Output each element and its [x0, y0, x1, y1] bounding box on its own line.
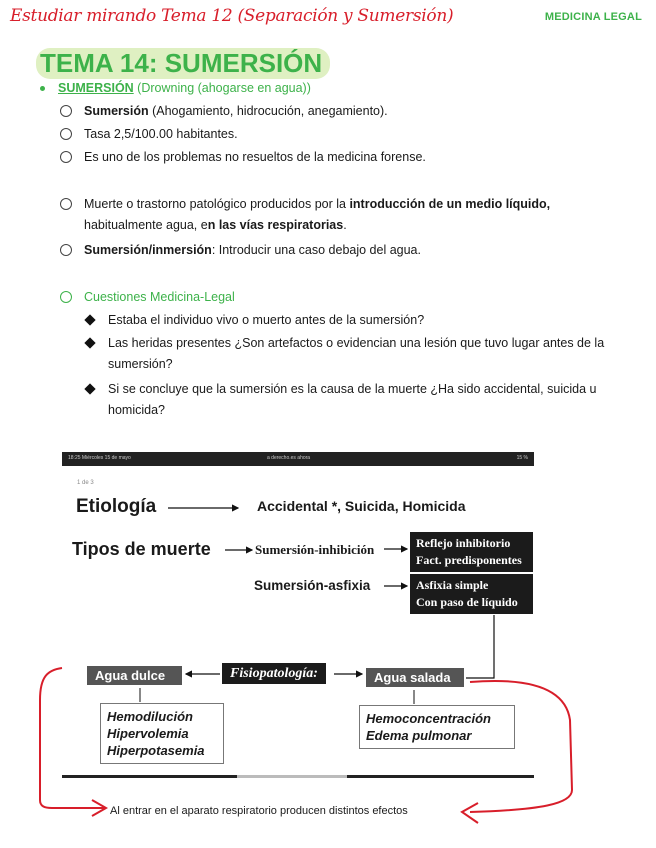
question-text: Si se concluye que la sumersión es la causa de la muerte ¿Ha sido accidental, suicida u homicida? [108, 382, 597, 417]
list-item [60, 147, 620, 168]
etiologia-label: Etiología [76, 496, 157, 517]
effect-line: Hemodilución [107, 709, 193, 724]
handwritten-note: Estudiar mirando Tema 12 (Separación y Sumersión) [10, 6, 454, 26]
circle-bullet-icon [60, 244, 72, 256]
box-line: Con paso de líquido [416, 595, 518, 609]
subject-tag: MEDICINA LEGAL [544, 11, 642, 23]
item-text: Muerte o trastorno patológico producidos por la [84, 197, 350, 211]
question-item [86, 310, 606, 331]
list-item [60, 124, 620, 145]
statusbar-battery: 15 % [516, 455, 528, 461]
box-line: Asfixia simple [416, 578, 489, 592]
question-item [86, 379, 606, 421]
effect-line: Edema pulmonar [366, 728, 472, 743]
list-item [60, 240, 620, 261]
item-text: Es uno de los problemas no resueltos de la medicina forense. [84, 150, 426, 164]
circle-bullet-icon [60, 291, 72, 303]
diamond-bullet-icon [84, 337, 95, 348]
section-term: SUMERSIÓN [58, 81, 134, 95]
embedded-slide [62, 452, 534, 778]
section-gloss: (Drowning (ahogarse en agua)) [133, 81, 311, 95]
section-bullet [40, 78, 311, 99]
diamond-bullet-icon [84, 314, 95, 325]
questions-title: Cuestiones Medicina-Legal [84, 290, 235, 304]
footer-note: Al entrar en el aparato respiratorio producen distintos efectos [110, 805, 408, 817]
question-text: Las heridas presentes ¿Son artefactos o evidencian una lesión que tuvo lugar antes de la sumersión? [108, 336, 605, 371]
item-text: . [343, 218, 347, 232]
fisiopatologia-label: Fisiopatología: [222, 663, 326, 684]
item-text: : Introducir una caso debajo del agua. [211, 243, 421, 257]
effect-line: Hemoconcentración [366, 711, 491, 726]
circle-bullet-icon [60, 128, 72, 140]
item-bold: introducción de un medio líquido, [349, 197, 551, 211]
box-line: Reflejo inhibitorio [416, 536, 511, 550]
agua-dulce-box: Agua dulce [87, 666, 182, 685]
red-arrowhead-left-icon [92, 800, 106, 816]
questions-heading [60, 287, 620, 308]
page-indicator: 1 de 3 [77, 480, 94, 486]
question-text: Estaba el individuo vivo o muerto antes de la sumersión? [108, 313, 425, 327]
list-item [60, 194, 620, 236]
title-highlight: TEMA 14: SUMERSIÓN [36, 48, 330, 79]
sumersion-asfixia: Sumersión-asfixia [254, 578, 371, 593]
statusbar-url: a derecho.es ahora [267, 455, 311, 461]
agua-salada-box: Agua salada [366, 668, 464, 687]
list-item [60, 101, 620, 122]
sumersion-inhibicion: Sumersión-inhibición [255, 542, 375, 557]
item-text: (Ahogamiento, hidrocución, anegamiento). [148, 104, 388, 118]
circle-bullet-icon [60, 105, 72, 117]
item-text: habitualmente agua, e [84, 218, 208, 232]
connector-asfixia [466, 615, 494, 678]
item-bold: n las vías respiratorias [207, 218, 344, 232]
effect-line: Hiperpotasemia [107, 743, 205, 758]
etiologia-values: Accidental *, Suicida, Homicida [257, 498, 466, 514]
statusbar-time: 18:25 Miércoles 15 de mayo [68, 455, 131, 461]
item-bold: Sumersión/inmersión [84, 243, 212, 257]
page-title [36, 48, 330, 79]
effect-line: Hipervolemia [107, 726, 189, 741]
tipos-label: Tipos de muerte [72, 539, 211, 559]
item-text: Tasa 2,5/100.00 habitantes. [84, 127, 238, 141]
diamond-bullet-icon [84, 383, 95, 394]
question-item [86, 333, 606, 375]
box-line: Fact. predisponentes [416, 553, 522, 567]
slide-arrows [62, 452, 534, 778]
circle-bullet-icon [60, 198, 72, 210]
circle-bullet-icon [60, 151, 72, 163]
bullet-dot-icon [40, 86, 45, 91]
item-bold: Sumersión [84, 104, 149, 118]
red-arrowhead-right-icon [462, 803, 478, 823]
slide-scrollbar [62, 775, 534, 778]
